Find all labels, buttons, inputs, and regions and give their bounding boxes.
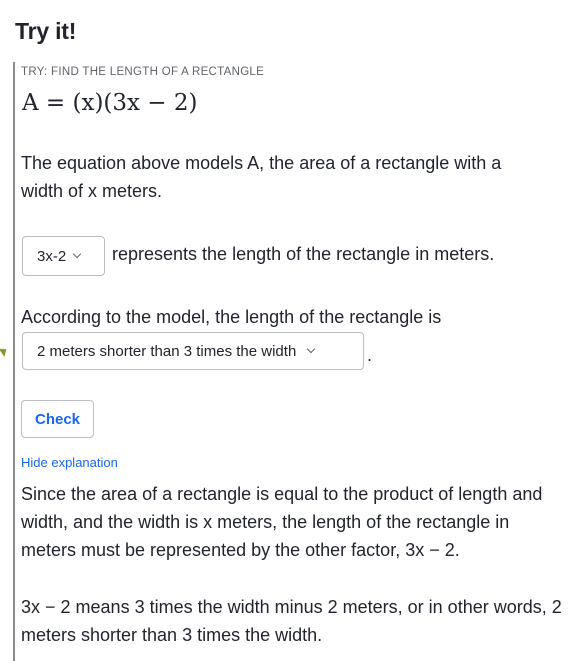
hide-explanation-link[interactable]: Hide explanation <box>21 455 118 470</box>
length-description-dropdown[interactable] <box>22 332 364 370</box>
model-text: According to the model, the length of the rectangle is <box>21 307 442 327</box>
sentence-period: . <box>367 345 373 365</box>
explanation-paragraph-2: 3x − 2 means 3 times the width minus 2 meters, or in other words, 2 meters shorter than 3 times the width. <box>21 597 562 645</box>
dropdown1-suffix-text: represents the length of the rectangle in meters. <box>112 244 495 264</box>
current-step-marker-icon <box>0 345 9 357</box>
intro-text: The equation above models A, the area of a rectangle with a width of x meters. <box>21 153 502 201</box>
equation: A = (x)(3x − 2) <box>22 90 198 116</box>
length-expression-dropdown[interactable] <box>22 236 105 276</box>
explanation-paragraph-1: Since the area of a rectangle is equal to the product of length and width, and the width is x meters, the length of the rectangle in meters must be represented by the other factor, 3x − 2. <box>21 484 543 560</box>
chevron-down-icon <box>307 345 315 353</box>
length-expression-selected: 3x-2 <box>37 247 67 265</box>
check-button[interactable]: Check <box>21 400 94 438</box>
length-description-selected: 2 meters shorter than 3 times the width <box>37 342 297 360</box>
page-title: Try it! <box>15 18 77 44</box>
exercise-left-border <box>13 62 15 661</box>
exercise-subtitle: TRY: FIND THE LENGTH OF A RECTANGLE <box>21 66 265 78</box>
chevron-down-icon <box>73 250 81 258</box>
